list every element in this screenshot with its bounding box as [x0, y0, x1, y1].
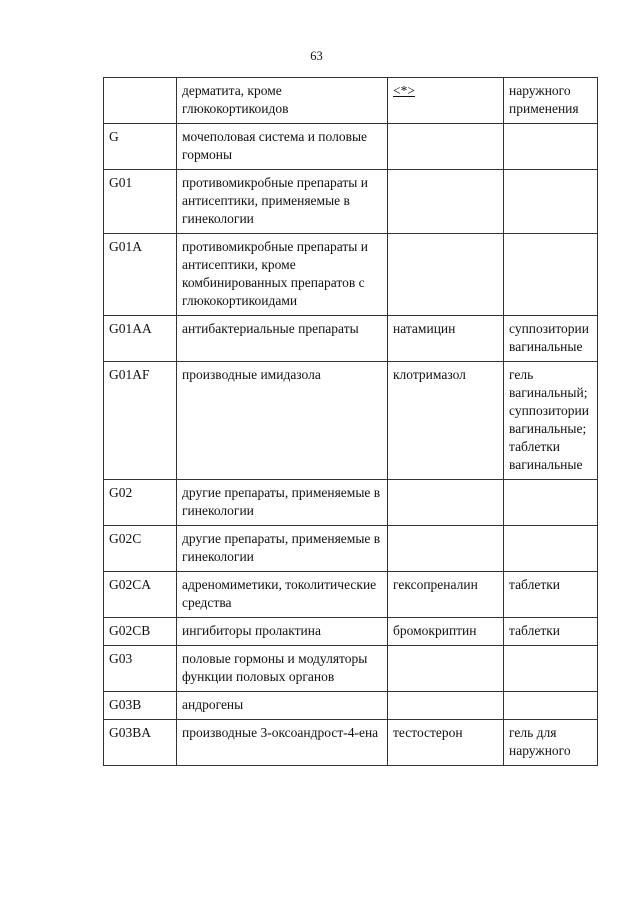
group-name-cell: производные 3-оксоандрост-4-ена: [177, 720, 388, 766]
inn-cell: [388, 480, 504, 526]
table-row: [104, 572, 598, 618]
group-name-cell: антибактериальные препараты: [177, 316, 388, 362]
atc-code-cell: G02CA: [104, 572, 177, 618]
table-row: [104, 480, 598, 526]
group-name-cell: противомикробные препараты и антисептики, применяемые в гинекологии: [177, 170, 388, 234]
dosage-form-cell: гель для наружного: [504, 720, 598, 766]
group-name-cell: адреномиметики, токолитические средства: [177, 572, 388, 618]
dosage-form-cell: [504, 526, 598, 572]
table-row: [104, 362, 598, 480]
page-number: 63: [310, 49, 323, 63]
inn-cell: [388, 170, 504, 234]
table-body: [104, 78, 598, 766]
dosage-form-cell: гель вагинальный; суппозитории вагинальные; таблетки вагинальные: [504, 362, 598, 480]
table-row: [104, 618, 598, 646]
atc-code-cell: G01AF: [104, 362, 177, 480]
atc-code-cell: G: [104, 124, 177, 170]
table-row: [104, 646, 598, 692]
dosage-form-cell: [504, 692, 598, 720]
group-name-cell: ингибиторы пролактина: [177, 618, 388, 646]
atc-code-cell: G01: [104, 170, 177, 234]
inn-cell: [388, 526, 504, 572]
dosage-form-cell: таблетки: [504, 618, 598, 646]
table-row: [104, 316, 598, 362]
inn-cell: гексопреналин: [388, 572, 504, 618]
inn-cell: [388, 124, 504, 170]
atc-code-cell: G01AA: [104, 316, 177, 362]
table-row: [104, 234, 598, 316]
inn-cell: тестостерон: [388, 720, 504, 766]
group-name-cell: противомикробные препараты и антисептики, кроме комбинированных препаратов с глюкокортикоидами: [177, 234, 388, 316]
atc-code-cell: G02CB: [104, 618, 177, 646]
atc-code-cell: G02: [104, 480, 177, 526]
table-row: [104, 124, 598, 170]
group-name-cell: производные имидазола: [177, 362, 388, 480]
dosage-form-cell: [504, 646, 598, 692]
inn-cell: натамицин: [388, 316, 504, 362]
dosage-form-cell: [504, 124, 598, 170]
dosage-form-cell: [504, 170, 598, 234]
atc-drug-table: [103, 77, 598, 766]
table-row: [104, 692, 598, 720]
dosage-form-cell: [504, 480, 598, 526]
inn-cell: бромокриптин: [388, 618, 504, 646]
footnote-link[interactable]: <*>: [393, 83, 415, 98]
group-name-cell: половые гормоны и модуляторы функции половых органов: [177, 646, 388, 692]
table-row: [104, 720, 598, 766]
group-name-cell: другие препараты, применяемые в гинекологии: [177, 480, 388, 526]
atc-code-cell: G02C: [104, 526, 177, 572]
dosage-form-cell: суппозитории вагинальные: [504, 316, 598, 362]
group-name-cell: другие препараты, применяемые в гинекологии: [177, 526, 388, 572]
group-name-cell: дерматита, кроме глюкокортикоидов: [177, 78, 388, 124]
atc-code-cell: G01A: [104, 234, 177, 316]
dosage-form-cell: таблетки: [504, 572, 598, 618]
atc-code-cell: G03B: [104, 692, 177, 720]
inn-cell: [388, 692, 504, 720]
inn-cell: [388, 234, 504, 316]
inn-cell: [388, 78, 504, 124]
table-row: [104, 526, 598, 572]
atc-code-cell: [104, 78, 177, 124]
group-name-cell: андрогены: [177, 692, 388, 720]
group-name-cell: мочеполовая система и половые гормоны: [177, 124, 388, 170]
inn-cell: клотримазол: [388, 362, 504, 480]
dosage-form-cell: наружного применения: [504, 78, 598, 124]
dosage-form-cell: [504, 234, 598, 316]
table-row: [104, 170, 598, 234]
inn-cell: [388, 646, 504, 692]
atc-code-cell: G03BA: [104, 720, 177, 766]
atc-code-cell: G03: [104, 646, 177, 692]
table-row: [104, 78, 598, 124]
